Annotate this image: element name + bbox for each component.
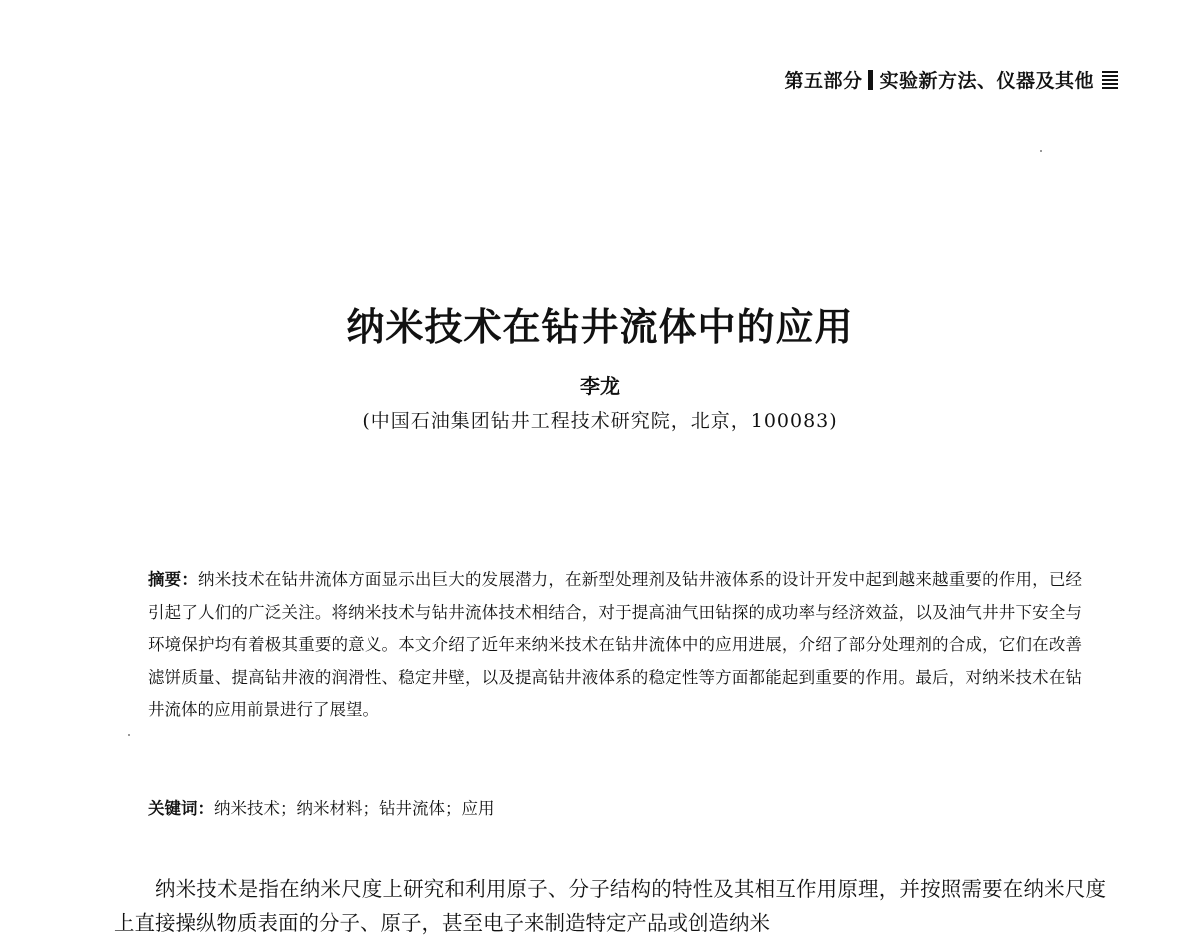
header-separator <box>868 70 873 90</box>
abstract-label: 摘要： <box>148 570 199 589</box>
abstract <box>148 564 1082 727</box>
author-name: 李龙 <box>580 374 620 398</box>
author-affiliation: (中国石油集团钻井工程技术研究院，北京，100083) <box>362 410 838 432</box>
header-marker-icon <box>1102 71 1118 89</box>
keywords <box>148 794 1082 824</box>
header-section: 实验新方法、仪器及其他 <box>879 70 1094 92</box>
keywords-label: 关键词： <box>148 799 214 818</box>
scan-speck <box>1040 150 1042 152</box>
paper-title: 纳米技术在钻井流体中的应用 <box>346 304 854 349</box>
header-part: 第五部分 <box>784 70 863 92</box>
keywords-text: 纳米技术；纳米材料；钻井流体；应用 <box>214 799 495 818</box>
abstract-text: 纳米技术在钻井流体方面显示出巨大的发展潜力，在新型处理剂及钻井液体系的设计开发中起到越来越重要的作用，已经引起了人们的广泛关注。将纳米技术与钻井流体技术相结合，对于提高油气田钻探的成功率与经济效益，以及油气井井下安全与环境保护均有着极其重要的意义。本文介绍了近年来纳米技术在钻井流体中的应用进展，介绍了部分处理剂的合成，它们在改善滤饼质量、提高钻井液的润滑性、稳定井壁，以及提高钻井液体系的稳定性等方面都能起到重要的作用。最后，对纳米技术在钻井流体的应用前景进行了展望。 <box>148 570 1083 719</box>
running-header <box>784 66 1118 93</box>
scan-speck <box>128 734 130 736</box>
body-paragraph: 纳米技术是指在纳米尺度上研究和利用原子、分子结构的特性及其相互作用原理，并按照需要在纳米尺度上直接操纵物质表面的分子、原子，甚至电子来制造特定产品或创造纳米 <box>114 877 1106 935</box>
